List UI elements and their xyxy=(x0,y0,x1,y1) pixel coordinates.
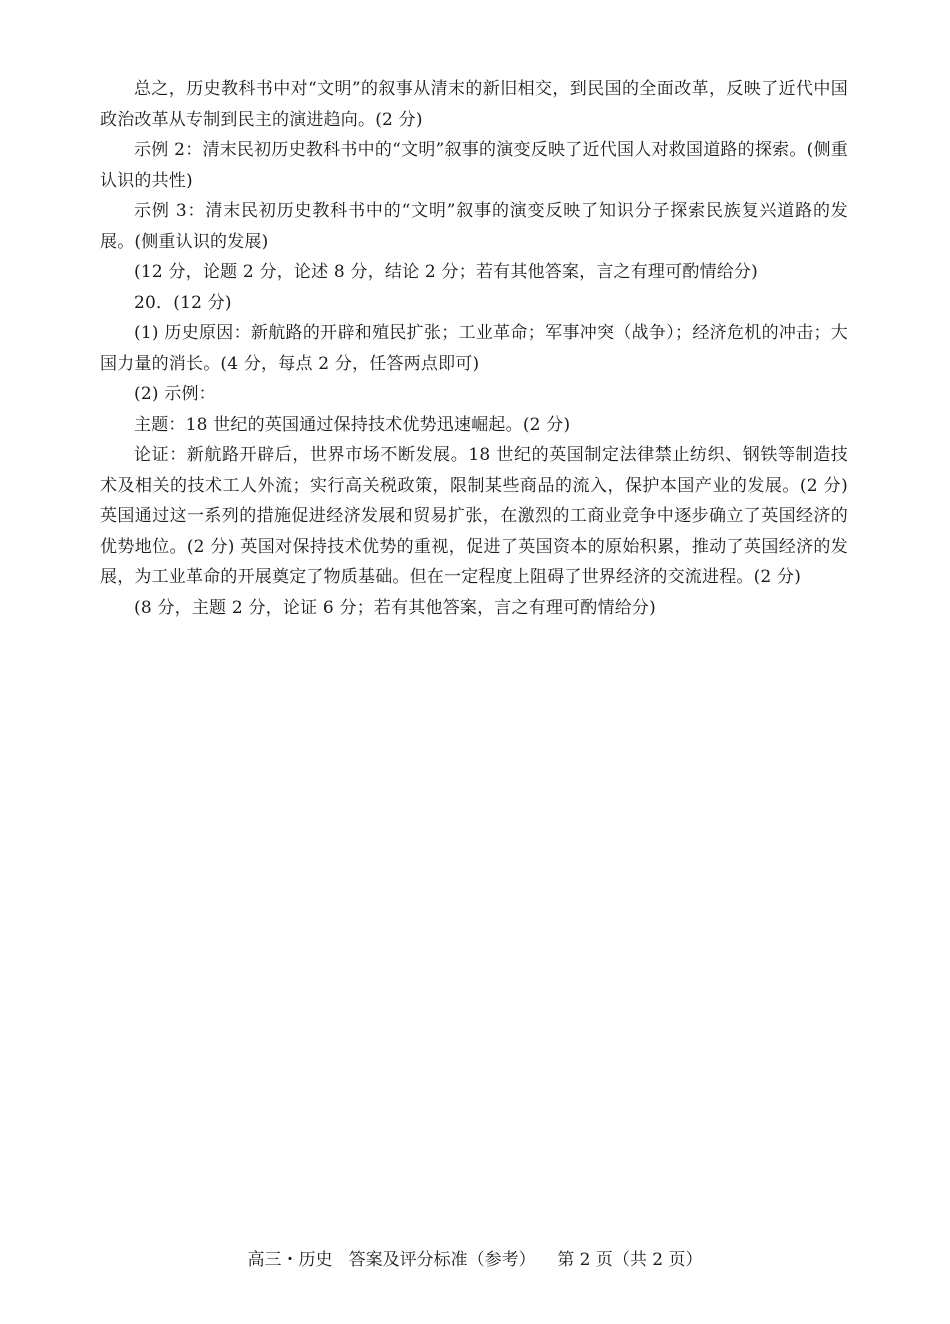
question-20-heading: 20．(12 分) xyxy=(134,292,232,313)
paragraph-q20-part2-label: (2) 示例： xyxy=(134,384,216,404)
page-footer: 高三・历史 答案及评分标准（参考） 第 2 页（共 2 页） xyxy=(247,1250,703,1270)
answer-body xyxy=(100,74,848,623)
paragraph-summary: 总之，历史教科书中对“文明”的叙事从清末的新旧相交，到民国的全面改革，反映了近代中国政治改革从专制到民主的演进趋向。(2 分) xyxy=(100,79,848,130)
paragraph-q20-scoring: (8 分，主题 2 分，论证 6 分；若有其他答案，言之有理可酌情给分) xyxy=(134,597,656,618)
paragraph-example-2: 示例 2：清末民初历史教科书中的“文明”叙事的演变反映了近代国人对救国道路的探索。(侧重认识的共性) xyxy=(100,140,848,191)
paragraph-q20-part1: (1) 历史原因：新航路的开辟和殖民扩张；工业革命；军事冲突（战争）；经济危机的冲击；大国力量的消长。(4 分，每点 2 分，任答两点即可) xyxy=(100,323,848,374)
paragraph-example-3: 示例 3：清末民初历史教科书中的“文明”叙事的演变反映了知识分子探索民族复兴道路的发展。(侧重认识的发展) xyxy=(100,201,848,252)
paragraph-q19-scoring: (12 分，论题 2 分，论述 8 分，结论 2 分；若有其他答案，言之有理可酌情给分) xyxy=(134,262,758,282)
paragraph-q20-theme: 主题：18 世纪的英国通过保持技术优势迅速崛起。(2 分) xyxy=(134,414,571,435)
paragraph-q20-argument: 论证：新航路开辟后，世界市场不断发展。18 世纪的英国制定法律禁止纺织、钢铁等制造技术及相关的技术工人外流；实行高关税政策，限制某些商品的流入，保护本国产业的发展。(2 分) 英国通过这一系列的措施促进经济发展和贸易扩张，在激烈的工商业竞争中逐步确立了英国经济的优势地位。(2 分) 英国对保持技术优势的重视，促进了英国资本的原始积累，推动了英国经济的发展，为工业革命的开展奠定了物质基础。但在一定程度上阻碍了世界经济的交流进程。(2 分) xyxy=(100,445,848,587)
